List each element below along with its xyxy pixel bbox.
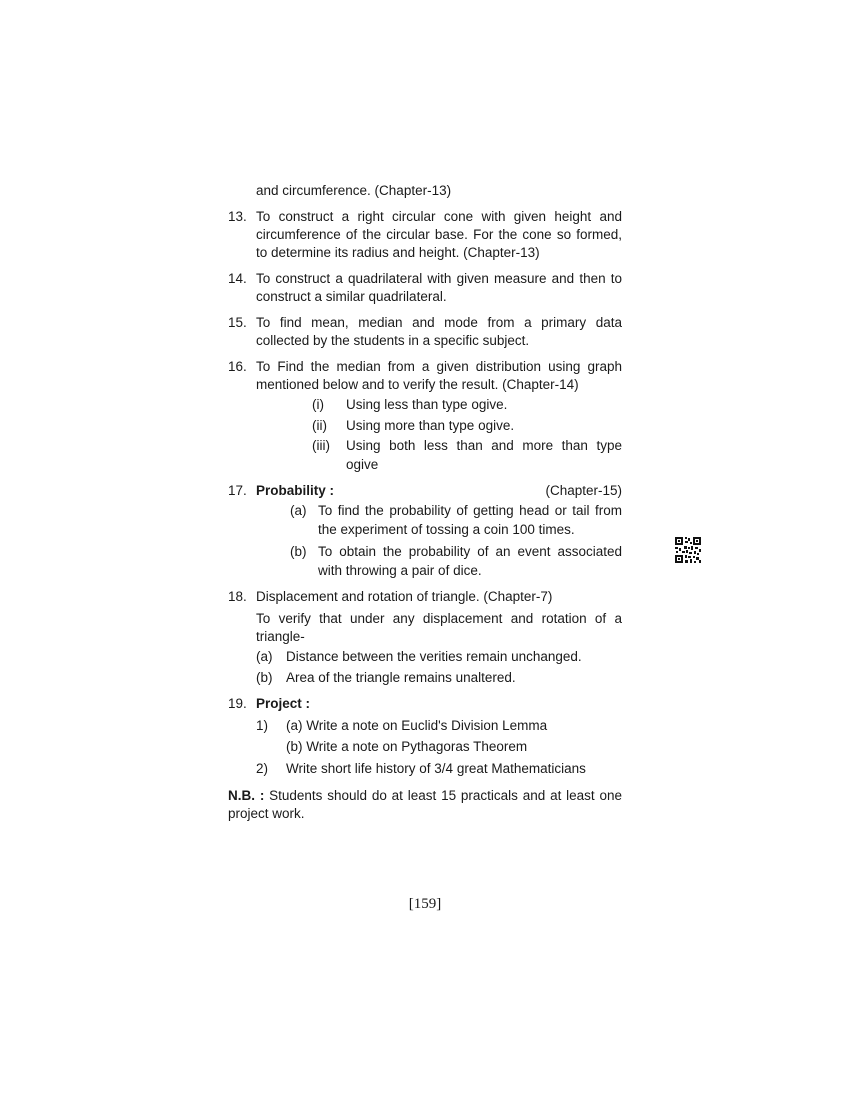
item-number: 14.	[228, 271, 247, 286]
sub-text: To obtain the probability of an event associated with throwing a pair of dice.	[318, 544, 622, 578]
item-19	[228, 695, 622, 713]
item-text: To find mean, median and mode from a primary data collected by the students in a specific subject.	[256, 315, 622, 348]
nb-text: Students should do at least 15 practicals and at least one project work.	[228, 787, 622, 821]
sub-text: Area of the triangle remains unaltered.	[286, 669, 516, 685]
nb-note	[228, 787, 622, 823]
item-title: Probability :	[256, 483, 335, 498]
item-number: 18.	[228, 589, 247, 604]
sub-item	[228, 717, 622, 756]
nb-label: N.B. :	[228, 787, 265, 803]
sub-label: (a)	[256, 649, 273, 664]
sub-label: (i)	[312, 397, 324, 412]
item-13	[228, 208, 622, 262]
content-column	[228, 182, 622, 823]
item-number: 15.	[228, 315, 247, 330]
sub-item	[228, 543, 622, 580]
item-text: To construct a quadrilateral with given measure and then to construct a similar quadrilateral.	[256, 271, 622, 304]
item-16	[228, 358, 622, 394]
sub-item	[228, 669, 622, 688]
sub-item	[228, 417, 622, 436]
chapter-ref: (Chapter-15)	[545, 483, 622, 498]
sub-text: To find the probability of getting head or tail from the experiment of tossing a coin 100 times.	[318, 503, 622, 537]
sub-label: 1)	[256, 718, 269, 733]
sub-label: (iii)	[312, 438, 330, 453]
item-14	[228, 270, 622, 306]
sub-text-secondary: (b) Write a note on Pythagoras Theorem	[286, 738, 528, 754]
sub-text: Distance between the verities remain unchanged.	[286, 649, 582, 664]
item-number: 16.	[228, 359, 247, 374]
sub-item	[228, 437, 622, 474]
sub-text: Using both less than and more than type ogive	[346, 438, 622, 472]
item-title: Project :	[256, 696, 311, 711]
page-number: [159]	[408, 896, 442, 912]
item-text: Displacement and rotation of triangle. (Chapter-7)	[256, 589, 553, 604]
sub-item	[228, 502, 622, 539]
item-number: 17.	[228, 483, 247, 498]
sub-text: (a) Write a note on Euclid's Division Lemma	[286, 718, 548, 733]
qr-code-icon	[675, 537, 701, 563]
sub-label: 2)	[256, 761, 269, 776]
sub-text: Using more than type ogive.	[346, 417, 515, 433]
sub-item	[228, 648, 622, 667]
sub-item	[228, 760, 622, 779]
item-15	[228, 314, 622, 350]
sub-text: Write short life history of 3/4 great Mathematicians	[286, 761, 586, 776]
item-text: To construct a right circular cone with given height and circumference of the circular base. For the cone so formed, to determine its radius and height. (Chapter-13)	[256, 209, 622, 260]
item-text: To Find the median from a given distribution using graph mentioned below and to verify the result. (Chapter-14)	[256, 359, 622, 392]
item-number: 19.	[228, 696, 247, 711]
sub-text: Using less than type ogive.	[346, 397, 508, 412]
sub-label: (b)	[290, 544, 307, 559]
item-18	[228, 588, 622, 646]
item-text-secondary: To verify that under any displacement and rotation of a triangle-	[256, 611, 622, 644]
item-17	[228, 482, 622, 500]
sub-item	[228, 396, 622, 415]
sub-label: (b)	[256, 669, 273, 685]
sub-label: (ii)	[312, 417, 327, 433]
sub-label: (a)	[290, 503, 307, 518]
intro-text: and circumference. (Chapter-13)	[256, 183, 452, 198]
item-number: 13.	[228, 209, 247, 224]
